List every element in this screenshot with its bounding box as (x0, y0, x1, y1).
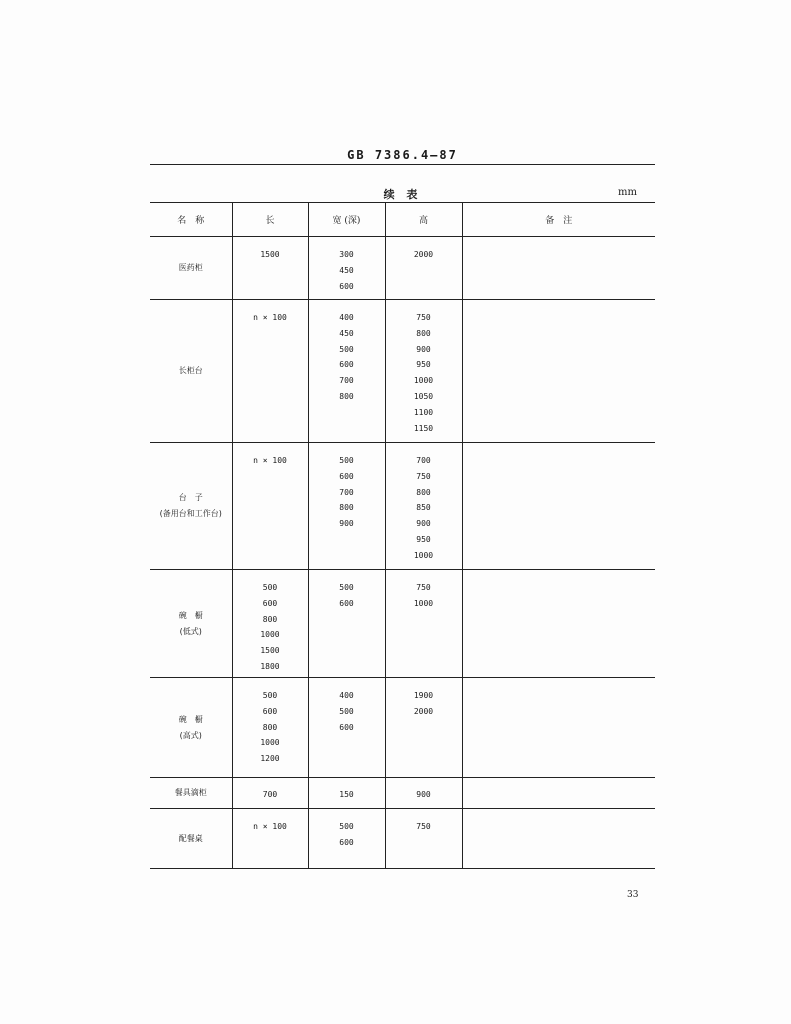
cell-remark (462, 809, 655, 869)
length-value: 600 (262, 706, 278, 716)
width-value: 500 (339, 706, 354, 716)
length-value: 600 (262, 598, 278, 608)
cell-height (385, 778, 462, 809)
cell-item-name (150, 237, 232, 300)
dimension-table (150, 202, 655, 869)
height-value: 950 (416, 360, 431, 370)
width-value: 600 (339, 471, 354, 481)
column-header-height: 高 (385, 203, 462, 237)
item-name-line: 碗 橱 (178, 714, 203, 724)
length-value: 800 (262, 614, 278, 624)
cell-width (308, 570, 385, 678)
width-value: 800 (339, 391, 354, 401)
cell-width (308, 237, 385, 300)
cell-height (385, 300, 462, 443)
width-value: 500 (339, 583, 354, 592)
length-value: 1500 (260, 250, 280, 259)
height-value: 1050 (413, 391, 434, 401)
item-name-line: (备用台和工作台) (159, 509, 222, 518)
table-row (150, 570, 655, 678)
cell-width (308, 809, 385, 869)
width-value: 150 (339, 790, 354, 799)
width-value: 900 (339, 519, 354, 529)
table-row (150, 778, 655, 809)
height-value: 750 (416, 471, 431, 481)
height-value: 2000 (413, 706, 434, 716)
width-value: 500 (339, 456, 354, 465)
width-value: 700 (339, 487, 354, 497)
length-value: 800 (262, 722, 278, 732)
length-value: n × 100 (253, 456, 287, 465)
cell-remark (462, 300, 655, 443)
table-header-row (150, 203, 655, 237)
item-name-line: 餐具滴柜 (174, 788, 207, 798)
height-value: 1000 (413, 550, 434, 560)
height-value: 900 (416, 344, 431, 354)
cell-remark (462, 778, 655, 809)
column-header-remark: 备 注 (462, 203, 655, 237)
length-value: 1800 (260, 661, 280, 671)
height-value: 900 (416, 790, 431, 799)
page-number: 33 (627, 890, 639, 900)
item-name-line: 医药柜 (178, 263, 203, 273)
item-name-line: 碗 橱 (178, 610, 203, 620)
width-value: 500 (339, 344, 354, 354)
item-name-line: 长柜台 (178, 366, 203, 376)
cell-length (232, 443, 308, 570)
length-value: 500 (262, 691, 278, 700)
width-value: 600 (339, 837, 354, 847)
cell-length (232, 678, 308, 778)
width-value: 600 (339, 281, 354, 291)
cell-item-name (150, 809, 232, 869)
item-name-line: (高式) (179, 730, 202, 740)
table-row (150, 678, 655, 778)
width-value: 300 (339, 250, 354, 259)
table-caption: 续 表 (383, 188, 422, 201)
cell-height (385, 570, 462, 678)
standard-number: GB 7386.4—87 (347, 148, 458, 162)
header-rule (150, 164, 655, 165)
width-value: 700 (339, 376, 354, 386)
cell-height (385, 443, 462, 570)
cell-item-name (150, 300, 232, 443)
column-header-width: 宽 (深) (308, 203, 385, 237)
cell-length (232, 570, 308, 678)
cell-item-name (150, 678, 232, 778)
table-row (150, 237, 655, 300)
cell-remark (462, 443, 655, 570)
table-row (150, 809, 655, 869)
cell-height (385, 237, 462, 300)
height-value: 750 (416, 583, 431, 592)
height-value: 900 (416, 519, 431, 529)
width-value: 450 (339, 265, 354, 275)
length-value: 1000 (260, 630, 280, 640)
length-value: 1500 (260, 646, 280, 656)
height-value: 1100 (413, 407, 434, 417)
width-value: 500 (339, 822, 354, 831)
cell-item-name (150, 443, 232, 570)
table-row (150, 300, 655, 443)
cell-remark (462, 237, 655, 300)
height-value: 1000 (413, 376, 434, 386)
length-value: 1200 (260, 754, 280, 764)
height-value: 950 (416, 534, 431, 544)
height-value: 2000 (413, 250, 434, 259)
width-value: 450 (339, 328, 354, 338)
width-value: 600 (339, 598, 354, 608)
width-value: 600 (339, 722, 354, 732)
width-value: 600 (339, 360, 354, 370)
cell-height (385, 809, 462, 869)
unit-label: mm (618, 187, 637, 198)
height-value: 850 (416, 503, 431, 513)
cell-length (232, 778, 308, 809)
cell-remark (462, 570, 655, 678)
length-value: 500 (262, 583, 278, 592)
table-row (150, 443, 655, 570)
cell-width (308, 300, 385, 443)
cell-remark (462, 678, 655, 778)
cell-width (308, 443, 385, 570)
height-value: 800 (416, 487, 431, 497)
length-value: 1000 (260, 738, 280, 748)
height-value: 1000 (413, 598, 434, 608)
cell-length (232, 300, 308, 443)
column-header-name: 名 称 (150, 203, 232, 237)
width-value: 400 (339, 691, 354, 700)
cell-width (308, 678, 385, 778)
item-name-line: 配餐桌 (178, 833, 203, 843)
height-value: 700 (416, 456, 431, 465)
height-value: 1150 (413, 423, 434, 433)
item-name-line: (低式) (179, 626, 202, 636)
cell-length (232, 237, 308, 300)
width-value: 400 (339, 313, 354, 322)
cell-height (385, 678, 462, 778)
length-value: 700 (262, 790, 278, 799)
length-value: n × 100 (253, 313, 287, 322)
height-value: 750 (416, 822, 431, 831)
height-value: 800 (416, 328, 431, 338)
height-value: 1900 (413, 691, 434, 700)
width-value: 800 (339, 503, 354, 513)
height-value: 750 (416, 313, 431, 322)
cell-item-name (150, 778, 232, 809)
length-value: n × 100 (253, 822, 287, 831)
item-name-line: 台 子 (178, 493, 203, 503)
cell-item-name (150, 570, 232, 678)
cell-length (232, 809, 308, 869)
column-header-length: 长 (232, 203, 308, 237)
cell-width (308, 778, 385, 809)
